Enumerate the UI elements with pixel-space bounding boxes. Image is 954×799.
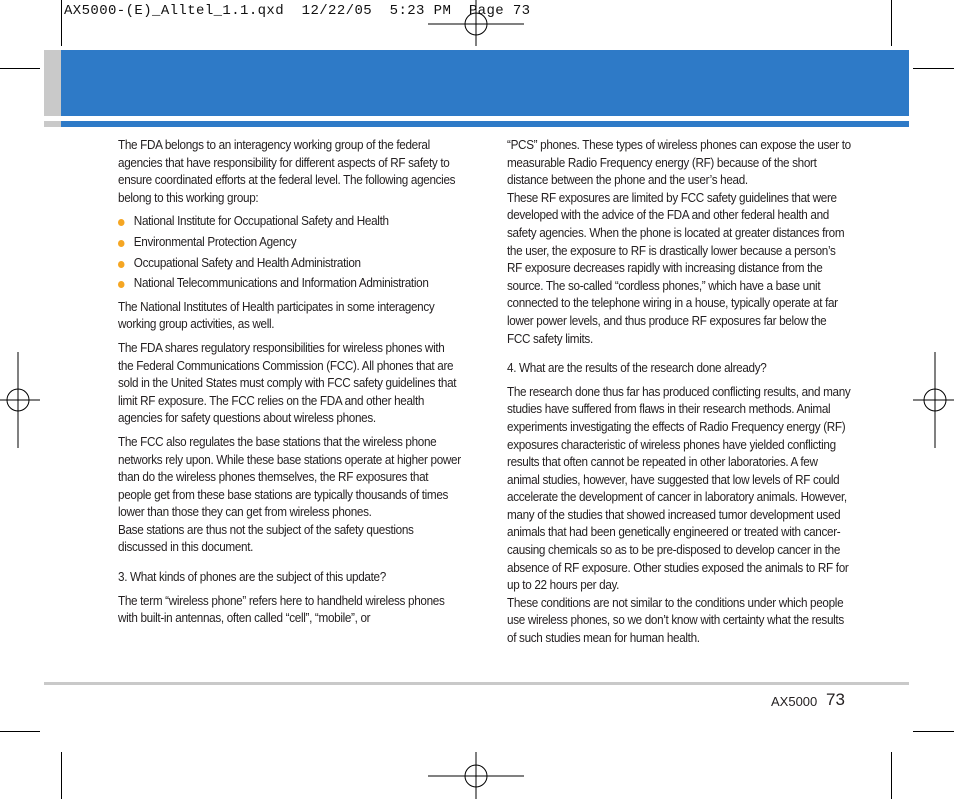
print-slug-line: AX5000-(E)_Alltel_1.1.qxd 12/22/05 5:23 PM Page 73 — [64, 3, 531, 19]
list-item — [118, 213, 462, 231]
header-band — [61, 50, 909, 116]
agency-list — [118, 213, 462, 292]
paragraph: The FCC also regulates the base stations that the wireless phone networks rely upon. While these base stations operate at higher power than do the wireless phones themselves, the RF exposures that people get from these base stations are typically thousands of times lower than those they can get from wireless phones. — [118, 434, 461, 520]
header-band-accent — [44, 50, 61, 116]
question-heading: 4. What are the results of the research done already? — [507, 361, 767, 376]
registration-mark-bottom — [428, 752, 524, 799]
crop-mark — [0, 731, 40, 732]
list-item-text: Occupational Safety and Health Administration — [133, 255, 361, 270]
header-rule — [61, 121, 909, 127]
list-item-text: Environmental Protection Agency — [133, 234, 297, 249]
paragraph: The research done thus far has produced conflicting results, and many studies have suffered from flaws in their research methods. Animal experiments investigating the effects of Radio Frequency energy (RF) exposures characteristic of wireless phones have yielded conflicting results that often cannot be repeated in other laboratories. A few animal studies, however, have suggested that low levels of RF could accelerate the development of cancer in laboratory animals. However, many of the studies that showed increased tumor development used animals that had been genetically engineered or treated with cancer-causing chemicals so as to be pre-disposed to develop cancer in the absence of RF exposure. Other studies exposed the animals to RF for up to 22 hours per day. — [507, 384, 851, 593]
list-item — [118, 255, 462, 273]
header-rule-accent — [44, 121, 61, 127]
paragraph: The FDA belongs to an interagency working group of the federal agencies that have responsibility for different aspects of RF safety to ensure coordinated efforts at the federal level. The following agencies belong to this working group: — [118, 138, 456, 205]
paragraph: These RF exposures are limited by FCC safety guidelines that were developed with the advice of the FDA and other federal health and safety agencies. When the phone is located at greater distances from the user, the exposure to RF is drastically lower because a person’s RF exposure decreases rapidly with increasing distance from the source. The so-called “cordless phones,” which have a base unit connected to the telephone wiring in a house, typically operate at far lower power levels, and thus produce RF exposures far below the FCC safety limits. — [507, 190, 845, 346]
footer-model-name: AX5000 — [771, 694, 818, 709]
crop-mark — [61, 0, 62, 46]
bullet-icon — [118, 240, 125, 247]
question-heading: 3. What kinds of phones are the subject of this update? — [118, 570, 386, 585]
crop-mark — [61, 752, 62, 799]
list-item-text: National Institute for Occupational Safety and Health — [133, 214, 389, 229]
right-column — [507, 137, 851, 654]
paragraph: Base stations are thus not the subject of the safety questions discussed in this document. — [118, 522, 414, 555]
registration-mark-left — [0, 352, 40, 448]
paragraph: The FDA shares regulatory responsibilities for wireless phones with the Federal Communications Commission (FCC). All phones that are sold in the United States must comply with FCC safety guidelines that limit RF exposure. The FCC relies on the FDA and other health agencies for safety questions about wireless phones. — [118, 340, 457, 426]
paragraph: These conditions are not similar to the conditions under which people use wireless phones, so we don’t know with certainty what the results of such studies mean for human health. — [507, 595, 844, 646]
page-number: 73 — [826, 690, 845, 709]
list-item-text: National Telecommunications and Information Administration — [133, 276, 429, 291]
footer-rule — [44, 682, 909, 685]
bullet-icon — [118, 261, 125, 268]
left-column — [118, 137, 462, 634]
registration-mark-right — [913, 352, 954, 448]
bullet-icon — [118, 281, 125, 288]
crop-mark — [913, 731, 954, 732]
paragraph: The term “wireless phone” refers here to handheld wireless phones with built-in antennas, often called “cell”, “mobile”, or — [118, 593, 445, 626]
registration-mark-top — [428, 0, 524, 46]
paragraph: “PCS” phones. These types of wireless phones can expose the user to measurable Radio Frequency energy (RF) because of the short distance between the phone and the user’s head. — [507, 138, 851, 188]
crop-mark — [0, 68, 40, 69]
crop-mark — [891, 0, 892, 46]
list-item — [118, 275, 462, 293]
bullet-icon — [118, 219, 125, 226]
paragraph: The National Institutes of Health participates in some interagency working group activities, as well. — [118, 299, 435, 332]
crop-mark — [891, 752, 892, 799]
crop-mark — [913, 68, 954, 69]
list-item — [118, 234, 462, 252]
